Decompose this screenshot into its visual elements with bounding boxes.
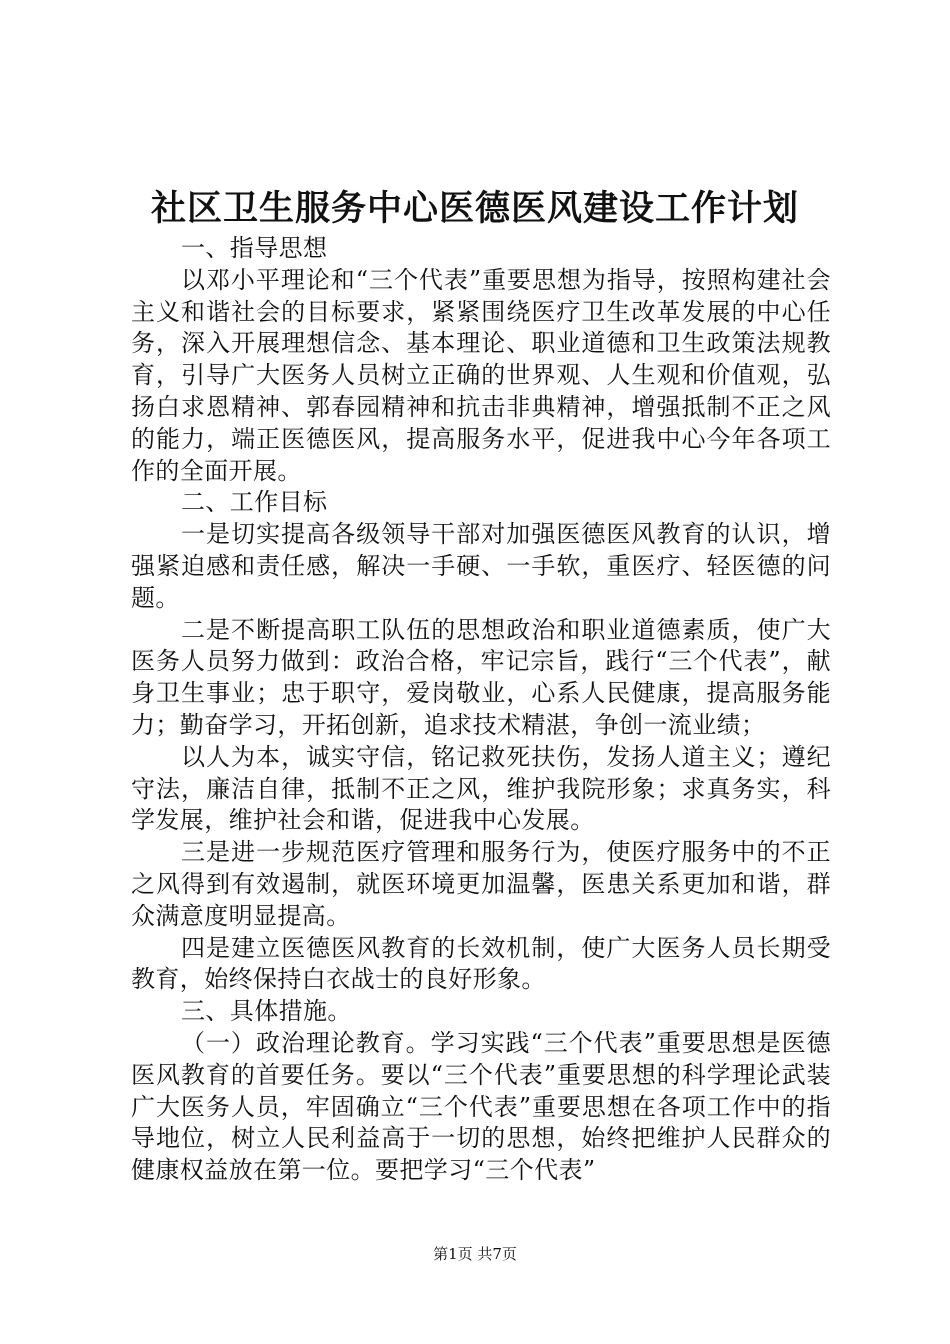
paragraph-goal-one: 一是切实提高各级领导干部对加强医德医风教育的认识，增强紧迫感和责任感，解决一手硬、一手软，重医疗、轻医德的问题。 xyxy=(131,520,831,612)
page-number-footer: 第1页 共7页 xyxy=(433,1245,517,1263)
paragraph-goal-three: 三是进一步规范医疗管理和服务行为，使医疗服务中的不正之风得到有效遏制，就医环境更加温馨，医患关系更加和谐，群众满意度明显提高。 xyxy=(131,838,831,930)
section-heading-specific-measures: 三、具体措施。 xyxy=(181,997,352,1026)
paragraph-guiding-ideology: 以邓小平理论和“三个代表”重要思想为指导，按照构建社会主义和谐社会的目标要求，紧紧围绕医疗卫生改革发展的中心任务，深入开展理想信念、基本理论、职业道德和卫生政策法规教育，引导广大医务人员树立正确的世界观、人生观和价值观，弘扬白求恩精神、郭春园精神和抗击非典精神，增强抵制不正之风的能力，端正医德医风，提高服务水平，促进我中心今年各项工作的全面开展。 xyxy=(131,265,831,485)
document-body xyxy=(131,233,831,1187)
paragraph-political-education: （一）政治理论教育。学习实践“三个代表”重要思想是医德医风教育的首要任务。要以“三个代表”重要思想的科学理论武装广大医务人员，牢固确立“三个代表”重要思想在各项工作中的指导地位，树立人民利益高于一切的思想，始终把维护人民群众的健康权益放在第一位。要把学习“三个代表” xyxy=(131,1028,831,1185)
document-title: 社区卫生服务中心医德医风建设工作计划 xyxy=(150,188,799,229)
paragraph-goal-two-continued: 以人为本，诚实守信，铭记救死扶伤，发扬人道主义；遵纪守法，廉洁自律，抵制不正之风，维护我院形象；求真务实，科学发展，维护社会和谐，促进我中心发展。 xyxy=(131,742,831,835)
paragraph-goal-four: 四是建立医德医风教育的长效机制，使广大医务人员长期受教育，始终保持白衣战士的良好形象。 xyxy=(131,933,831,994)
section-heading-work-goals: 二、工作目标 xyxy=(181,488,328,517)
section-heading-guiding-ideology: 一、指导思想 xyxy=(181,234,328,262)
paragraph-goal-two: 二是不断提高职工队伍的思想政治和职业道德素质，使广大医务人员努力做到：政治合格，牢记宗旨，践行“三个代表”，献身卫生事业；忠于职守，爱岗敬业，心系人民健康，提高服务能力；勤奋学习，开拓创新，追求技术精湛，争创一流业绩； xyxy=(131,615,831,739)
